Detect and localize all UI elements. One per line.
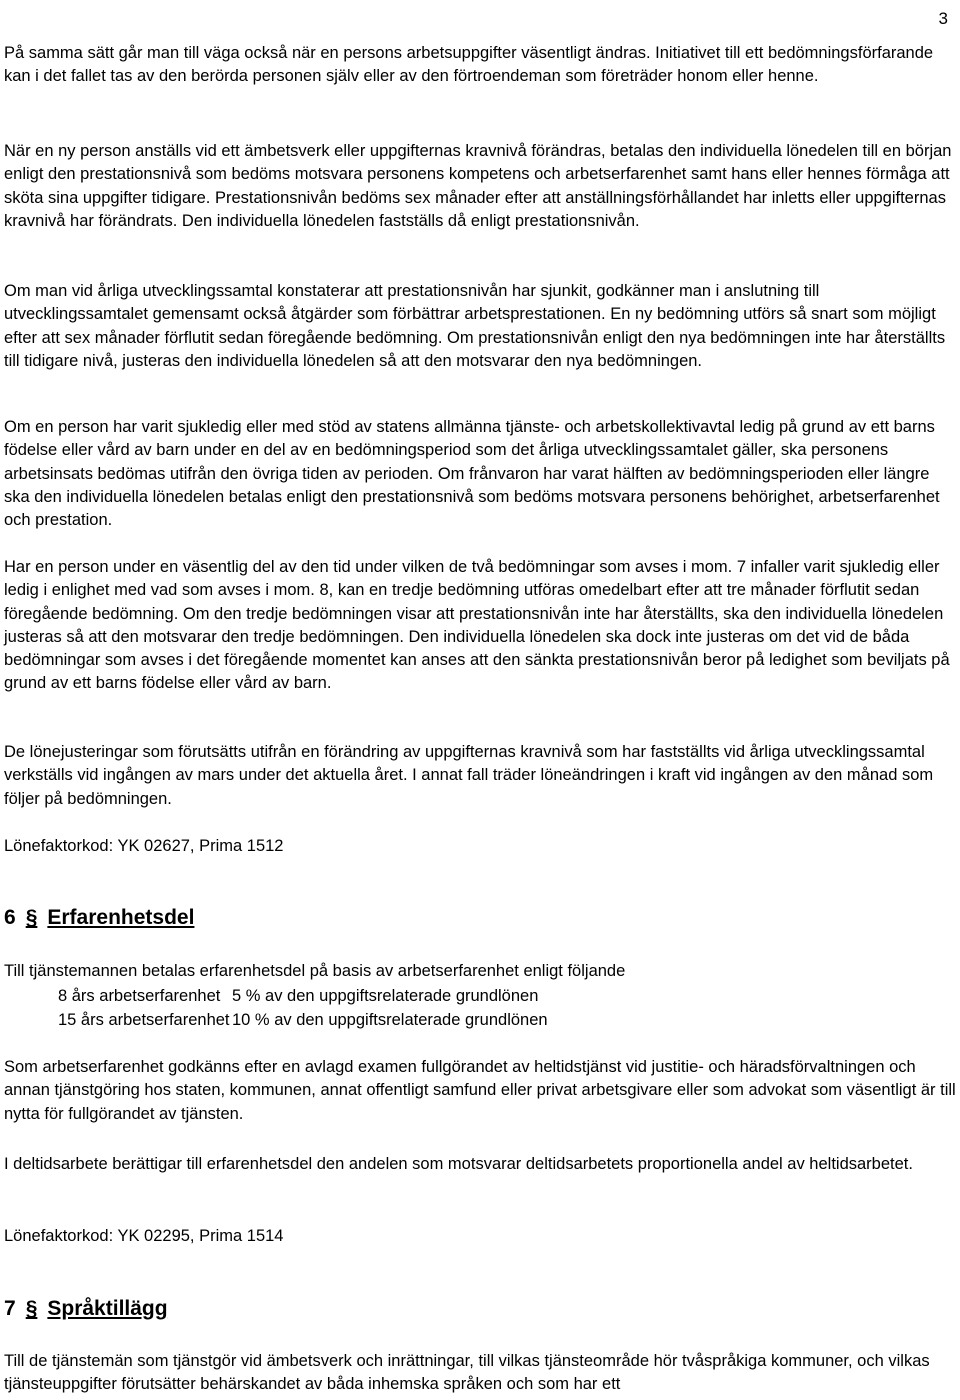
section-heading-6 [4,904,194,932]
paragraph-5: Har en person under en väsentlig del av den tid under vilken de två bedömningar som avses i mom. 7 infaller varit sjukledig eller ledig i enlighet med vad som avses i mom. 8, kan en tredje bedömning utföras omedelbart efter att tre månader förflutit sedan föregående bedömning. Om den tredje bedömningen visar att prestationsnivån inte har återställts, ska den individuella lönedelen justeras så att den motsvarar den tredje bedömningen. Den individuella lönedelen ska dock inte justeras om det vid de båda bedömningar som avses i det föregående momentet kan anses att den sänkta prestationsnivån beror på ledighet som beviljats på grund av ett barns födelse eller vård av barn. [4,558,950,693]
table-row [4,984,548,1008]
section6-paragraph-2: I deltidsarbete berättigar till erfarenhetsdel den andelen som motsvarar deltidsarbetets proportionella andel av heltidsarbetet. [4,1155,913,1173]
section-heading-7 [4,1295,168,1323]
section7-paragraph: Till de tjänstemän som tjänstgör vid ämbetsverk och inrättningar, till vilkas tjänsteområde hör tvåspråkiga kommuner, och vilkas tjänsteuppgifter förutsätter behärskandet av båda inhemska språken och som har ett [4,1352,930,1394]
experience-years: 8 års arbetserfarenhet [58,987,221,1005]
section-number: 7 [4,1297,16,1320]
section-number: 6 [4,906,16,929]
section-symbol: § [25,1297,38,1320]
section-title: Språktillägg [47,1297,168,1320]
paragraph-6: De lönejusteringar som förutsätts utifrån en förändring av uppgifternas kravnivå som har fastställts vid årliga utvecklingssamtal verkställs vid ingången av mars under det aktuella året. I annat fall träder löneändringen i kraft vid ingången av den månad som följer på bedömningen. [4,743,934,808]
paragraph-2: När en ny person anställs vid ett ämbetsverk eller uppgifternas kravnivå förändras, betalas den individuella lönedelen till en början enligt den prestationsnivå som bedöms motsvara personens kompetens och arbetserfarenhet samt hans eller hennes förmåga att sköta sina uppgifter tidigare. Prestationsnivån bedöms sex månader efter att anställningsförhållandet har inletts eller uppgifternas kravnivå har förändrats. Den individuella lönedelen fastställs då enligt prestationsnivån. [4,142,952,230]
page-number: 3 [938,9,948,28]
table-row [4,1008,548,1032]
section-symbol: § [25,906,38,929]
experience-table [4,984,548,1032]
wage-factor-code: Lönefaktorkod: YK 02295, Prima 1514 [4,1227,284,1245]
paragraph-1: På samma sätt går man till väga också när en persons arbetsuppgifter väsentligt ändras. Initiativet till ett bedömningsförfarande kan i det fallet tas av den berörda personen själv eller av den förtroendeman som företräder honom eller henne. [4,44,934,86]
section6-intro: Till tjänstemannen betalas erfarenhetsdel på basis av arbetserfarenhet enligt följande [4,962,626,980]
experience-amount: 5 % av den uppgiftsrelaterade grundlönen [232,987,539,1005]
paragraph-4: Om en person har varit sjukledig eller med stöd av statens allmänna tjänste- och arbetskollektivavtal ledig på grund av ett barns födelse eller vård av barn under en del av en bedömningsperiod som det årliga utvecklingssamtalet gäller, ska personens arbetsinsats bedömas utifrån den övriga tiden av perioden. Om frånvaron har varat hälften av bedömningsperioden eller längre ska den individuella lönedelen betalas enligt den prestationsnivå som bedöms motsvara personens behörighet, arbetserfarenhet och prestation. [4,418,940,530]
experience-years: 15 års arbetserfarenhet [58,1011,230,1029]
section-title: Erfarenhetsdel [47,906,195,929]
experience-amount: 10 % av den uppgiftsrelaterade grundlönen [232,1011,548,1029]
section6-paragraph-1: Som arbetserfarenhet godkänns efter en avlagd examen fullgörandet av heltidstjänst vid justitie- och häradsförvaltningen och annan tjänstgöring hos staten, kommunen, annat offentligt samfund eller privat arbetsgivare eller som advokat som väsentligt är till nytta för fullgörandet av tjänsten. [4,1058,956,1123]
paragraph-3: Om man vid årliga utvecklingssamtal konstaterar att prestationsnivån har sjunkit, godkänner man i anslutning till utvecklingssamtalet gemensamt också åtgärder som förbättrar arbetsprestationen. En ny bedömning utförs så snart som möjligt efter att sex månader förflutit sedan föregående bedömning. Om prestationsnivån enligt den nya bedömningen inte har återställts till tidigare nivå, justeras den individuella lönedelen så att den motsvarar den nya bedömningen. [4,282,946,370]
wage-factor-code: Lönefaktorkod: YK 02627, Prima 1512 [4,837,284,855]
